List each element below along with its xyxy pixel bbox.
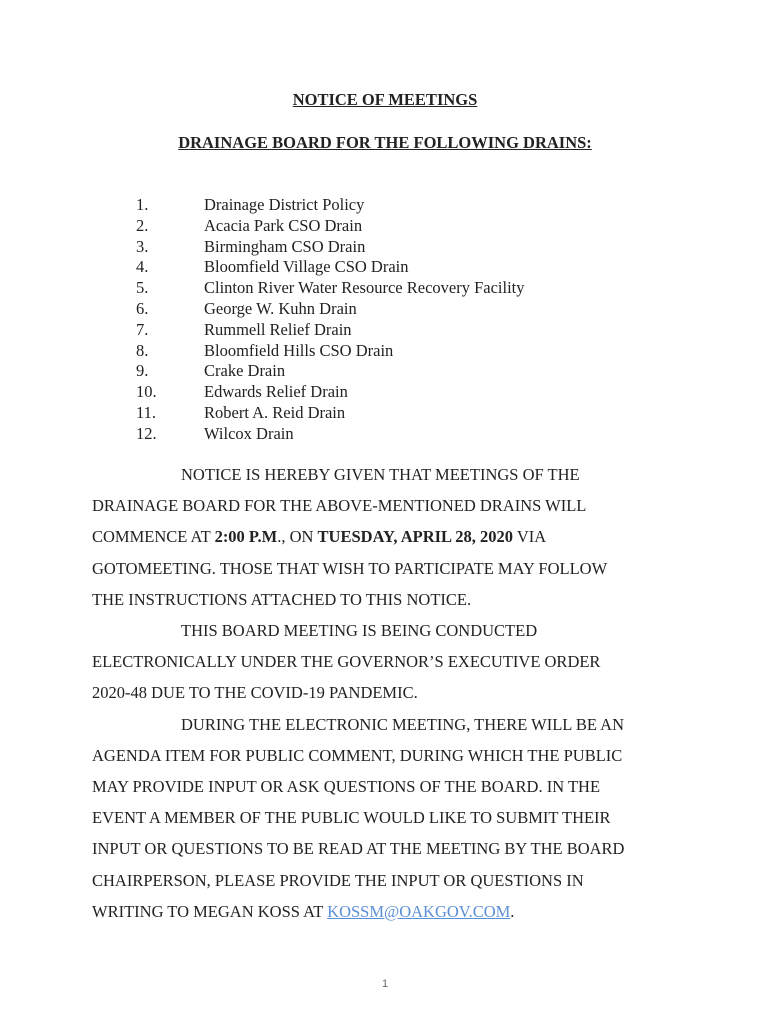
comment-paragraph-line: EVENT A MEMBER OF THE PUBLIC WOULD LIKE TO SUBMIT THEIR bbox=[92, 808, 611, 828]
electronic-paragraph-line: 2020-48 DUE TO THE COVID-19 PANDEMIC. bbox=[92, 683, 418, 703]
comment-paragraph-line: AGENDA ITEM FOR PUBLIC COMMENT, DURING WHICH THE PUBLIC bbox=[92, 745, 623, 765]
comment-paragraph-line bbox=[92, 896, 692, 927]
text-segment: . bbox=[510, 901, 515, 921]
item-name: Birmingham CSO Drain bbox=[204, 236, 366, 256]
item-name: Bloomfield Village CSO Drain bbox=[204, 257, 409, 277]
comment-paragraph-line: MAY PROVIDE INPUT OR ASK QUESTIONS OF THE BOARD. IN THE bbox=[92, 777, 601, 797]
notice-paragraph-line: NOTICE IS HEREBY GIVEN THAT MEETINGS OF THE bbox=[181, 465, 580, 484]
item-number: 8. bbox=[136, 340, 149, 360]
item-name: Crake Drain bbox=[204, 361, 286, 381]
item-name: George W. Kuhn Drain bbox=[204, 298, 357, 318]
notice-paragraph-line bbox=[92, 521, 692, 552]
notice-paragraph-line: DRAINAGE BOARD FOR THE ABOVE-MENTIONED DRAINS WILL bbox=[92, 496, 587, 516]
comment-paragraph-line: CHAIRPERSON, PLEASE PROVIDE THE INPUT OR QUESTIONS IN bbox=[92, 870, 584, 890]
comment-paragraph-line: DURING THE ELECTRONIC MEETING, THERE WILL BE AN bbox=[181, 714, 625, 734]
item-number: 3. bbox=[136, 236, 149, 256]
text-segment: COMMENCE AT bbox=[92, 527, 215, 547]
item-name: Drainage District Policy bbox=[204, 195, 365, 214]
item-number: 12. bbox=[136, 423, 157, 443]
page-number: 1 bbox=[381, 978, 389, 990]
item-number: 9. bbox=[136, 361, 149, 381]
page-subtitle: DRAINAGE BOARD FOR THE FOLLOWING DRAINS: bbox=[178, 133, 592, 152]
item-number: 2. bbox=[136, 215, 149, 235]
page-title: NOTICE OF MEETINGS bbox=[292, 90, 478, 109]
item-name: Robert A. Reid Drain bbox=[204, 402, 346, 422]
electronic-paragraph-line: THIS BOARD MEETING IS BEING CONDUCTED bbox=[181, 621, 538, 641]
notice-paragraph-line: THE INSTRUCTIONS ATTACHED TO THIS NOTICE. bbox=[92, 589, 472, 609]
text-segment: VIA bbox=[513, 527, 547, 547]
notice-paragraph-line: GOTOMEETING. THOSE THAT WISH TO PARTICIPATE MAY FOLLOW bbox=[92, 558, 608, 578]
meeting-time: 2:00 P.M bbox=[214, 527, 278, 547]
item-name: Rummell Relief Drain bbox=[204, 319, 352, 339]
item-number: 6. bbox=[136, 298, 149, 318]
item-name: Edwards Relief Drain bbox=[204, 382, 348, 402]
item-number: 5. bbox=[136, 278, 149, 298]
item-number: 11. bbox=[136, 402, 157, 422]
notice-body bbox=[92, 459, 692, 927]
electronic-paragraph-line: ELECTRONICALLY UNDER THE GOVERNOR’S EXECUTIVE ORDER bbox=[92, 652, 601, 672]
text-segment: WRITING TO MEGAN KOSS AT bbox=[92, 901, 328, 921]
item-name: Clinton River Water Resource Recovery Facility bbox=[204, 278, 525, 298]
item-number: 7. bbox=[136, 319, 149, 339]
item-name: Wilcox Drain bbox=[204, 423, 294, 443]
text-segment: ., ON bbox=[277, 527, 318, 547]
item-number: 4. bbox=[136, 257, 149, 277]
comment-paragraph-line: INPUT OR QUESTIONS TO BE READ AT THE MEETING BY THE BOARD bbox=[92, 839, 625, 859]
item-name: Acacia Park CSO Drain bbox=[204, 215, 363, 235]
meeting-date: TUESDAY, APRIL 28, 2020 bbox=[317, 527, 514, 547]
email-link[interactable]: KOSSM@OAKGOV.COM bbox=[327, 901, 511, 921]
item-name: Bloomfield Hills CSO Drain bbox=[204, 340, 394, 360]
item-number: 1. bbox=[136, 195, 149, 214]
item-number: 10. bbox=[136, 382, 157, 402]
